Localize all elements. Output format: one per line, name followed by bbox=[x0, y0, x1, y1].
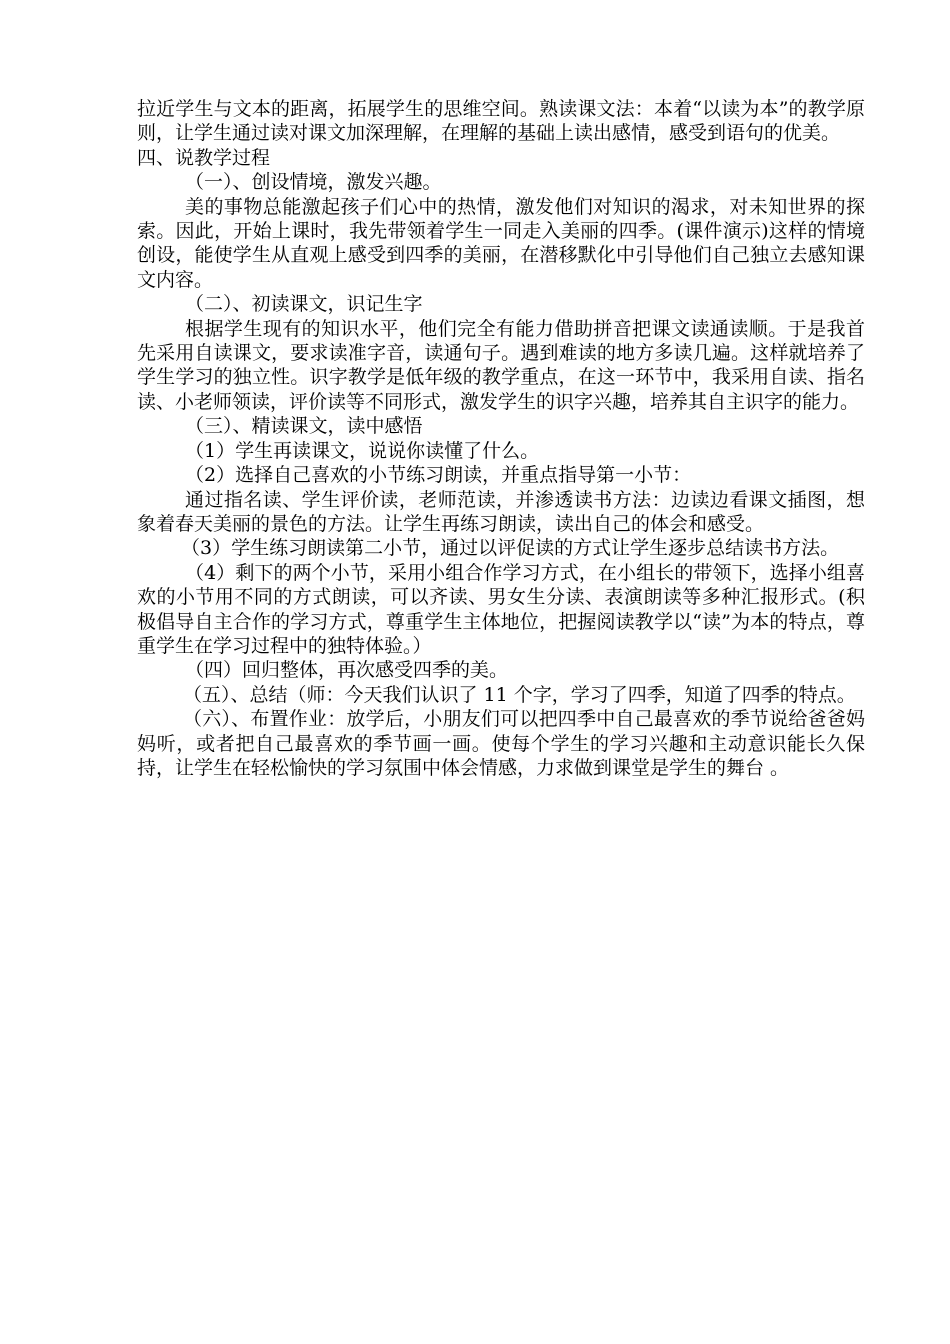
document-page bbox=[137, 97, 865, 780]
list-item-3-3: （3）学生练习朗读第二小节，通过以评促读的方式让学生逐步总结读书方法。 bbox=[181, 537, 840, 560]
paragraph-step-2-body: 根据学生现有的知识水平，他们完全有能力借助拼音把课文读通读顺。于是我首先采用自读课文，要求读准字音，读通句子。遇到难读的地方多读几遍。这样就培养了学生学习的独立性。识字教学是低年级的教学重点，在这一环节中，我采用自读、指名读、小老师领读，评价读等不同形式，激发学生的识字兴趣，培养其自主识字的能力。 bbox=[137, 317, 865, 413]
subheading-step-3: （三）、精读课文，读中感悟 bbox=[185, 415, 423, 438]
paragraph-guided-reading: 通过指名读、学生评价读，老师范读，并渗透读书方法：边读边看课文插图，想象着春天美丽的景色的方法。让学生再练习朗读，读出自己的体会和感受。 bbox=[137, 488, 865, 535]
paragraph-step-1-body: 美的事物总能激起孩子们心中的热情，激发他们对知识的渴求，对未知世界的探索。因此，开始上课时，我先带领着学生一同走入美丽的四季。(课件演示)这样的情境创设，能使学生从直观上感受到四季的美丽，在潜移默化中引导他们自己独立去感知课文内容。 bbox=[137, 195, 865, 291]
list-item-3-1: （1）学生再读课文，说说你读懂了什么。 bbox=[185, 439, 540, 462]
section-heading-teaching-process: 四、说教学过程 bbox=[137, 146, 271, 169]
paragraph-reading-method: 拉近学生与文本的距离，拓展学生的思维空间。熟读课文法：本着“以读为本”的教学原则，让学生通过读对课文加深理解，在理解的基础上读出感情，感受到语句的优美。 bbox=[137, 98, 865, 145]
subheading-step-6: （六）、布置作业：放学后，小朋友们可以把四季中自己最喜欢的季节说给爸爸妈妈听，或者把自己最喜欢的季节画一画。使每个学生的学习兴趣和主动意识能长久保持，让学生在轻松愉快的学习氛围中体会情感，力求做到课堂是学生的舞台 。 bbox=[137, 708, 865, 779]
subheading-step-1: （一）、创设情境，激发兴趣。 bbox=[185, 171, 442, 194]
subheading-step-2: （二）、初读课文，识记生字 bbox=[185, 293, 423, 316]
subheading-step-5: （五）、总结（师：今天我们认识了 11 个字，学习了四季，知道了四季的特点。 bbox=[183, 683, 856, 706]
list-item-3-2: （2）选择自己喜欢的小节练习朗读，并重点指导第一小节： bbox=[185, 464, 692, 487]
list-item-3-4: （4）剩下的两个小节，采用小组合作学习方式，在小组长的带领下，选择小组喜欢的小节用不同的方式朗读，可以齐读、男女生分读、表演朗读等多种汇报形式。(积极倡导自主合作的学习方式，尊重学生主体地位，把握阅读教学以“读”为本的特点，尊重学生在学习过程中的独特体验。） bbox=[137, 561, 865, 657]
subheading-step-4: （四）回归整体，再次感受四季的美。 bbox=[185, 659, 509, 682]
